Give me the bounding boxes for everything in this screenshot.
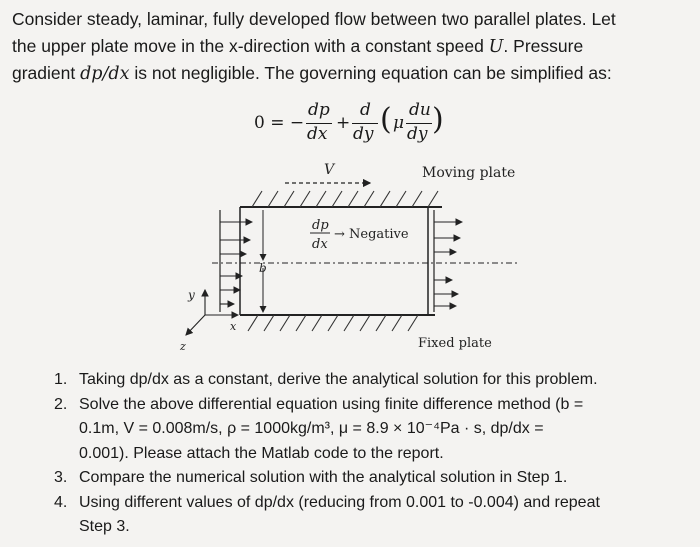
intro-line-3 [12,60,692,88]
equation-paren-close: ) [432,102,444,137]
task-text: Compare the numerical solution with the analytical solution in Step 1. [79,469,568,486]
task-text: Using different values of dp/dx (reducing from 0.001 to -0.004) and repeat [79,493,600,511]
equation-term2-numerator: d [360,100,371,120]
inlet-velocity-profile [220,210,252,312]
equation-term1-numerator: dp [308,100,330,120]
intro-line-1: Consider steady, laminar, fully developed flow between two parallel plates. Let [12,9,616,29]
outlet-velocity-profile [434,210,462,312]
problem-statement [12,6,692,88]
fixed-plate [240,315,435,331]
parallel-plate-flow-diagram [160,150,540,355]
equation-paren-open: ( [380,102,392,137]
task-number: 3. [54,469,68,486]
equation-lhs: 0 = − [254,113,305,133]
equation-term3-numerator: du [409,100,431,120]
moving-plate [240,191,442,207]
task-text: Solve the above differential equation using finite difference method (b = [79,395,584,413]
governing-equation [252,100,462,150]
equation-plus: + [336,113,351,133]
task-item [46,491,686,540]
speed-variable: U [488,36,504,57]
equation-mu: μ [393,113,405,133]
task-item [46,368,686,393]
intro-line-2-a: the upper plate move in the x-direction with a constant speed [12,35,489,56]
equation-term3-denominator: dy [407,124,428,144]
task-number: 4. [54,493,68,511]
pressure-gradient-variable: dp/dx [80,64,130,84]
task-number: 2. [54,395,68,413]
task-text: 0.1m, V = 0.008m/s, ρ = 1000kg/m³, μ = 8.9 × 10⁻⁴Pa · s, dp/dx = [79,420,544,437]
intro-line-2 [12,33,692,61]
negative-gradient-note: → Negative [334,227,409,242]
pressure-gradient-numerator: dp [312,218,329,233]
task-text: Taking dp/dx as a constant, derive the analytical solution for this problem. [79,371,598,388]
intro-line-3-a: gradient [12,63,81,83]
intro-line-2-b: . Pressure [503,35,584,56]
gap-label: b [259,261,267,275]
x-axis-label: x [230,320,237,333]
equation-term1-denominator: dx [307,124,328,144]
pressure-gradient-denominator: dx [312,237,328,252]
task-text: 0.001). Please attach the Matlab code to the report. [79,444,444,462]
task-item [46,466,686,491]
equation-term2-denominator: dy [353,124,374,144]
task-number: 1. [54,371,68,388]
fixed-plate-label: Fixed plate [418,336,492,351]
intro-line-3-b: is not negligible. The governing equation can be simplified as: [129,63,612,83]
z-axis-label: z [180,340,186,353]
task-item [46,393,686,467]
task-list [46,368,686,540]
y-axis-label: y [188,288,195,302]
task-text: Step 3. [79,518,130,535]
moving-plate-label: Moving plate [422,165,516,181]
plate-velocity-label: V [324,162,335,178]
